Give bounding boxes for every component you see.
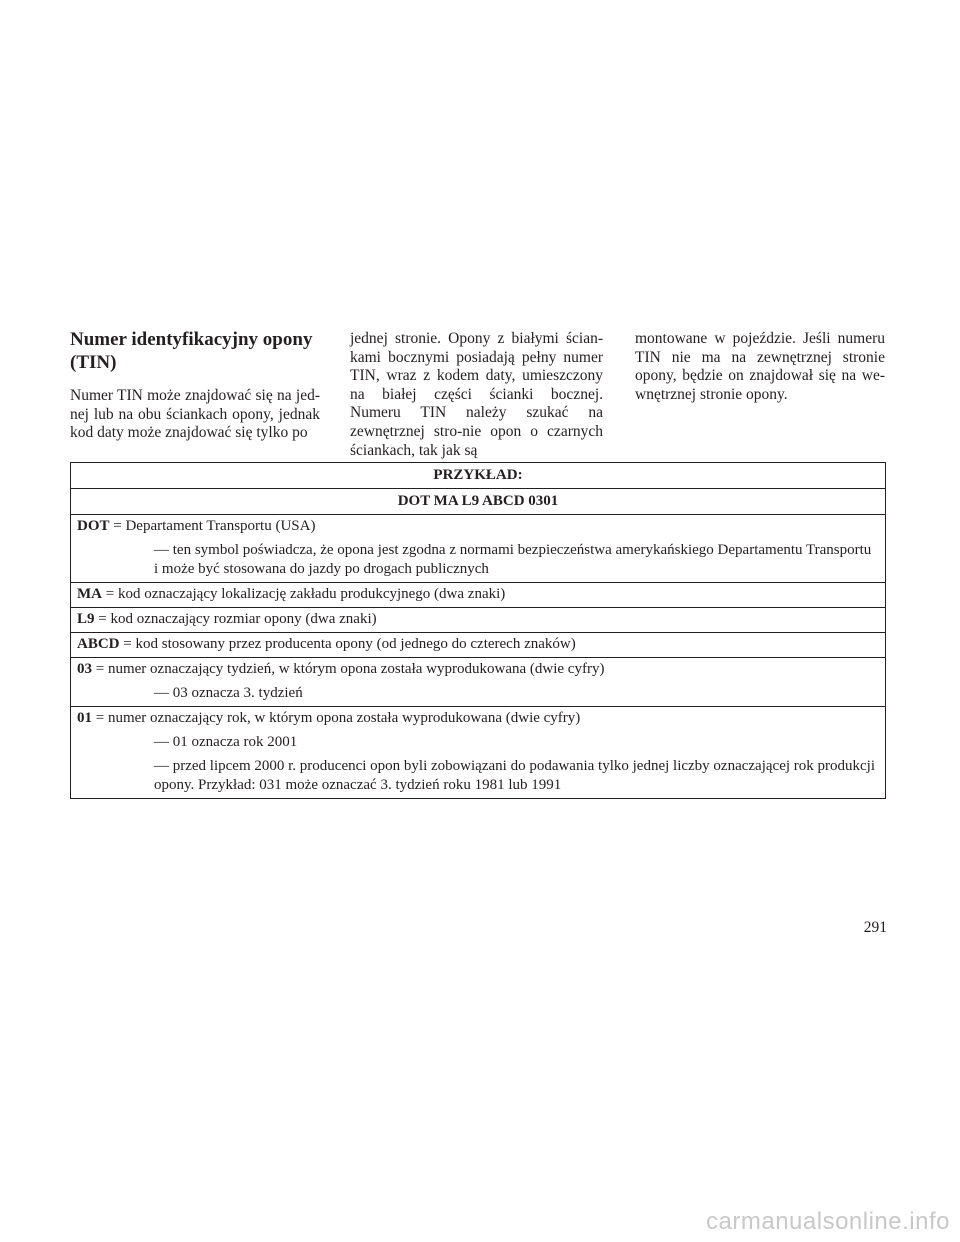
sub-note: — 01 oznacza rok 2001: [154, 734, 298, 750]
code-label: MA: [77, 586, 102, 602]
code-description: = kod oznaczający rozmiar opony (dwa znaki): [94, 611, 377, 627]
code-description: = numer oznaczający tydzień, w którym opona została wyprodukowana (dwie cyfry): [92, 661, 605, 677]
table-example-code: DOT MA L9 ABCD 0301: [71, 488, 885, 514]
table-row: [71, 514, 885, 582]
code-description: = kod stosowany przez producenta opony (od jednego do czterech znaków): [119, 636, 576, 652]
paragraph-col1: Numer TIN może znajdować się na jed-nej lub na obu ściankach opony, jednak kod daty może znajdować się tylko po: [70, 387, 320, 442]
column-1: [70, 328, 320, 443]
tin-example-table: [70, 462, 886, 799]
table-row: [71, 657, 885, 706]
page-number: 291: [863, 919, 887, 936]
code-label: L9: [77, 611, 95, 627]
watermark: carmanualsonline.info: [706, 1208, 950, 1235]
code-description: = numer oznaczający rok, w którym opona została wyprodukowana (dwie cyfry): [92, 710, 581, 726]
code-label: ABCD: [77, 636, 120, 652]
code-description: = kod oznaczający lokalizację zakładu produkcyjnego (dwa znaki): [102, 586, 506, 602]
code-label: 03: [77, 661, 92, 677]
sub-note: — przed lipcem 2000 r. producenci opon byli zobowiązani do podawania tylko jednej liczby oznaczającej rok produkcji opony. Przykład: 031 może oznaczać 3. tydzień roku 1981 lub 1991: [154, 758, 876, 793]
table-row: [71, 582, 885, 607]
sub-note: — 03 oznacza 3. tydzień: [154, 685, 303, 701]
table-row: [71, 632, 885, 657]
table-row: [71, 706, 885, 798]
sub-note: — ten symbol poświadcza, że opona jest zgodna z normami bezpieczeństwa amerykańskiego Departamentu Transportu i może być stosowana do jazdy po drogach publicznych: [154, 542, 872, 577]
section-heading: Numer identyfikacyjny opony (TIN): [70, 329, 313, 373]
column-3: [635, 330, 885, 404]
paragraph-col2: jednej stronie. Opony z białymi ścian-kami bocznymi posiadają pełny numer TIN, wraz z kodem daty, umieszczony na białej części ścianki bocznej. Numeru TIN należy szukać na zewnętrznej stro-nie opon o czarnych ściankach, tak jak są: [350, 330, 603, 459]
column-2: [350, 330, 603, 460]
code-description: = Departament Transportu (USA): [109, 518, 316, 534]
paragraph-col3: montowane w pojeździe. Jeśli numeru TIN nie ma na zewnętrznej stronie opony, będzie on znajdował się na we-wnętrznej stronie opony.: [635, 330, 885, 403]
table-title: PRZYKŁAD:: [433, 467, 523, 483]
code-label: DOT: [77, 518, 110, 534]
code-label: 01: [77, 710, 92, 726]
table-row: [71, 607, 885, 632]
